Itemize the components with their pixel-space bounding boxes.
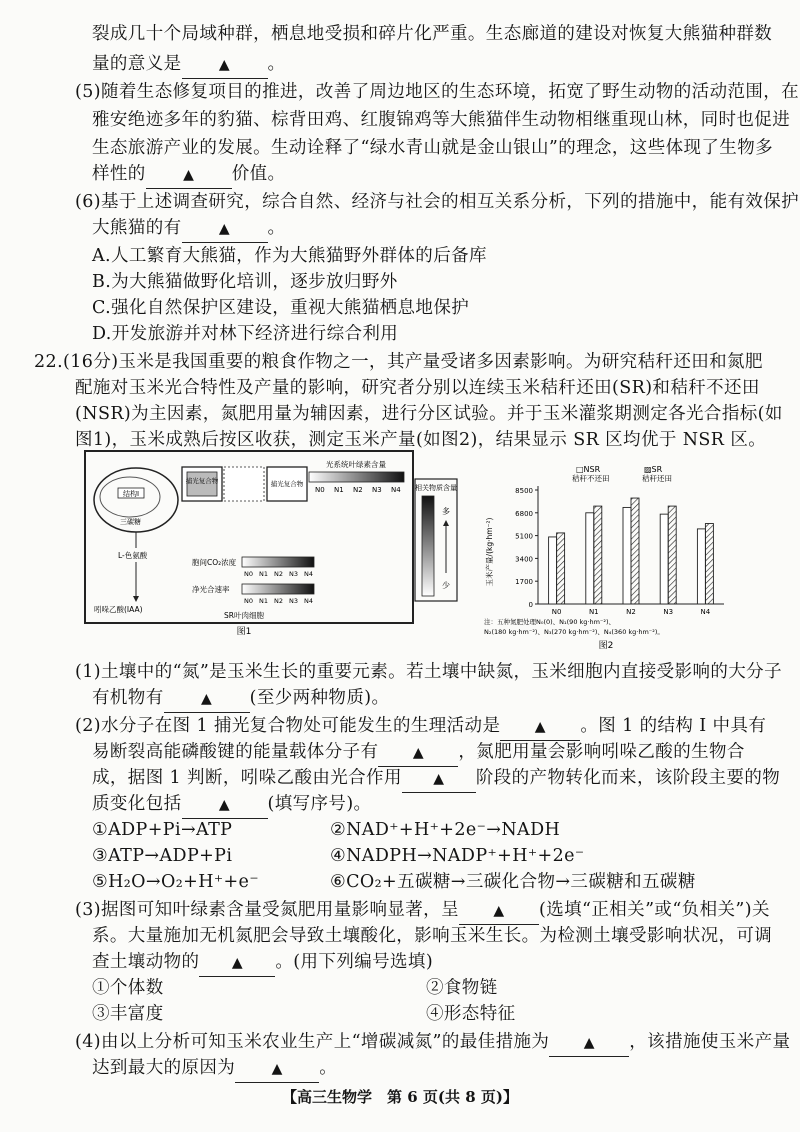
equation-6: ⑥CO₂+五碳糖→三碳化合物→三碳糖和五碳糖 — [330, 872, 696, 892]
figure-2-caption: 图2 — [598, 641, 614, 651]
complex-a-label: 捕光复合物 — [185, 477, 219, 485]
answer-blank[interactable]: ▲ — [182, 793, 268, 819]
question-22: 22.(16分)玉米是我国重要的粮食作物之一，其产量受诸多因素影响。为研究秸秆还田和氮肥 — [34, 352, 763, 372]
chlorophyll-title: 光系统叶绿素含量 — [326, 460, 386, 469]
answer-blank[interactable]: ▲ — [402, 767, 476, 793]
x-tick-label: N1 — [588, 608, 599, 616]
level-label: N0 — [244, 570, 253, 578]
sub-question-3: (3)据图可知叶绿素含量受氮肥用量影响显著，呈 ▲ (选填“正相关”或“负相关”)关 — [75, 898, 770, 925]
figure-2 — [476, 462, 736, 652]
equation-2: ②NAD⁺+H⁺+2e⁻→NADH — [330, 820, 561, 840]
net-rate-bar — [242, 584, 314, 594]
level-label: N2 — [274, 597, 283, 605]
text-line: 易断裂高能磷酸键的能量载体分子有 ▲ ，氮肥用量会影响吲哚乙酸的生物合 — [92, 740, 745, 767]
level-label: N1 — [259, 597, 268, 605]
hatch-area — [224, 467, 264, 501]
cell-label: SR叶肉细胞 — [224, 611, 264, 620]
text-line: 大熊猫的有 ▲ 。 — [92, 216, 285, 243]
option-1: ①个体数 — [92, 978, 164, 998]
option-3: ③丰富度 — [92, 1004, 164, 1024]
y-axis-label: 玉米产量/(kg·hm⁻²) — [485, 517, 494, 587]
bar-nsr — [549, 537, 557, 604]
chart-note-2: N₂(180 kg·hm⁻²)、N₃(270 kg·hm⁻²)、N₄(360 kg·hm⁻²)。 — [484, 628, 664, 636]
level-label: N0 — [244, 597, 253, 605]
answer-blank[interactable]: ▲ — [182, 217, 268, 243]
net-rate-label: 净光合速率 — [192, 585, 230, 594]
answer-blank[interactable]: ▲ — [164, 687, 250, 713]
legend-bar — [422, 496, 434, 596]
equation-5: ⑤H₂O→O₂+H⁺+e⁻ — [92, 872, 259, 892]
answer-blank[interactable]: ▲ — [199, 951, 275, 977]
level-label: N2 — [274, 570, 283, 578]
chlorophyll-bar — [309, 472, 404, 482]
sub-question-2: (2)水分子在图 1 捕光复合物处可能发生的生理活动是 ▲ 。图 1 的结构 Ⅰ 中具有 — [75, 714, 766, 741]
answer-blank[interactable]: ▲ — [235, 1057, 319, 1083]
legend-high: 多 — [442, 507, 450, 516]
equation-3: ③ATP→ADP+Pi — [92, 846, 233, 866]
answer-blank[interactable]: ▲ — [500, 715, 580, 741]
page-footer: 【高三生物学 第 6 页(共 8 页)】 — [282, 1088, 518, 1106]
legend-title: 相关物质含量 — [415, 484, 457, 492]
bar-sr — [557, 533, 565, 604]
iaa-label: 吲哚乙酸(IAA) — [94, 605, 143, 614]
legend-nsr-a: □NSR — [576, 465, 601, 474]
text-line: 量的意义是 ▲ 。 — [92, 52, 285, 79]
content-legend — [414, 478, 458, 602]
complex-b-label: 捕光复合物 — [270, 480, 304, 488]
x-tick-label: N4 — [700, 608, 711, 616]
legend-sr-a: ▨SR — [644, 465, 663, 474]
bar-sr — [594, 506, 602, 604]
answer-blank[interactable]: ▲ — [378, 741, 458, 767]
co2-bar — [242, 557, 314, 567]
option-c: C.强化自然保护区建设，重视大熊猫栖息地保护 — [92, 298, 470, 318]
level-label: N4 — [391, 486, 401, 494]
text-line: 样性的 ▲ 价值。 — [92, 162, 285, 189]
sub-question-4: (4)由以上分析可知玉米农业生产上“增碳减氮”的最佳措施为 ▲ ，该措施使玉米产量 — [75, 1030, 790, 1057]
y-tick-label: 0 — [528, 601, 533, 609]
level-label: N3 — [289, 570, 298, 578]
answer-blank[interactable]: ▲ — [549, 1031, 629, 1057]
equation-4: ④NADPH→NADP⁺+H⁺+2e⁻ — [330, 846, 585, 866]
level-label: N0 — [315, 486, 325, 494]
chlorophyll-levels — [315, 486, 401, 494]
legend-low: 少 — [442, 581, 450, 590]
answer-blank[interactable]: ▲ — [459, 899, 539, 925]
bar-sr — [705, 524, 713, 604]
y-tick-label: 1700 — [515, 578, 533, 587]
level-label: N2 — [353, 486, 363, 494]
text-line: 生态旅游产业的发展。生动诠释了“绿水青山就是金山银山”的理念，这些体现了生物多 — [92, 138, 773, 158]
level-label: N1 — [334, 486, 344, 494]
sub-question-1: (1)土壤中的“氮”是玉米生长的重要元素。若土壤中缺氮，玉米细胞内直接受影响的大分子 — [75, 662, 782, 682]
equation-1: ①ADP+Pi→ATP — [92, 820, 233, 840]
structure-label: 结构Ⅰ — [122, 490, 140, 498]
bar-sr — [631, 498, 639, 604]
text-line: 裂成几十个局域种群，栖息地受损和碎片化严重。生态廊道的建设对恢复大熊猫种群数 — [92, 24, 773, 44]
y-tick-label: 6800 — [515, 509, 533, 518]
option-2: ②食物链 — [426, 978, 498, 998]
bar-nsr — [586, 513, 594, 604]
answer-blank[interactable]: ▲ — [182, 53, 268, 79]
text-line: 配施对玉米光合特性及产量的影响，研究者分别以连续玉米秸秆还田(SR)和秸秆不还田 — [75, 378, 760, 398]
legend-sr-b: 秸秆还田 — [642, 474, 672, 483]
bar-nsr — [697, 529, 705, 604]
text-line: 雅安绝迹多年的豹猫、棕背田鸡、红腹锦鸡等大熊猫伴生动物相继重现山林，同时也促进 — [92, 110, 791, 130]
question-6: (6)基于上述调查研究，综合自然、经济与社会的相互关系分析，下列的措施中，能有效保护 — [75, 192, 800, 212]
text-line: 系。大量施加无机氮肥会导致土壤酸化，影响玉米生长。为检测土壤受影响状况，可调 — [92, 926, 773, 946]
y-tick-label: 8500 — [515, 487, 533, 495]
chart-note-1: 注：五种氮肥处理N₀(0)、N₁(90 kg·hm⁻²)、 — [484, 618, 615, 626]
bar-nsr — [623, 507, 631, 604]
co2-label: 胞间CO₂浓度 — [192, 558, 237, 567]
legend-nsr-b: 秸秆不还田 — [572, 474, 610, 483]
figure-1-caption: 图1 — [236, 627, 252, 636]
option-a: A.人工繁育大熊猫，作为大熊猫野外群体的后备库 — [92, 246, 487, 266]
text-line: 图1)，玉米成熟后按区收获，测定玉米产量(如图2)，结果显示 SR 区均优于 NSR 区。 — [75, 430, 767, 450]
trp-label: L-色氨酸 — [118, 551, 148, 560]
level-label: N4 — [304, 570, 313, 578]
option-b: B.为大熊猫做野化培训，逐步放归野外 — [92, 272, 398, 292]
level-label: N4 — [304, 597, 313, 605]
y-tick-label: 5100 — [515, 532, 533, 541]
y-tick-label: 3400 — [515, 555, 533, 564]
cycle-label: 三碳糖 — [120, 518, 141, 526]
bar-nsr — [660, 514, 668, 604]
figure-1 — [84, 450, 414, 636]
level-label: N1 — [259, 570, 268, 578]
text-line: 有机物有 ▲ (至少两种物质)。 — [92, 686, 389, 713]
level-label: N3 — [372, 486, 382, 494]
question-5: (5)随着生态修复项目的推进，改善了周边地区的生态环境，拓宽了野生动物的活动范围，在 — [75, 82, 800, 102]
text-line: 成，据图 1 判断，吲哚乙酸由光合作用 ▲ 阶段的产物转化而来，该阶段主要的物 — [92, 766, 780, 793]
text-line: (NSR)为主因素，氮肥用量为辅因素，进行分区试验。并于玉米灌浆期测定各光合指标(如 — [75, 404, 783, 424]
option-d: D.开发旅游并对林下经济进行综合利用 — [92, 324, 399, 344]
option-4: ④形态特征 — [426, 1004, 516, 1024]
figure-1-diagram — [84, 450, 414, 636]
level-label: N3 — [289, 597, 298, 605]
bar-sr — [668, 506, 676, 604]
x-tick-label: N2 — [626, 608, 636, 616]
x-tick-label: N3 — [663, 608, 674, 616]
answer-blank[interactable]: ▲ — [146, 163, 232, 189]
yield-chart — [476, 462, 736, 652]
x-tick-label: N0 — [551, 608, 562, 616]
text-line: 达到最大的原因为 ▲ 。 — [92, 1056, 337, 1083]
text-line: 查土壤动物的 ▲ 。(用下列编号选填) — [92, 950, 433, 977]
text-line: 质变化包括 ▲ (填写序号)。 — [92, 792, 371, 819]
